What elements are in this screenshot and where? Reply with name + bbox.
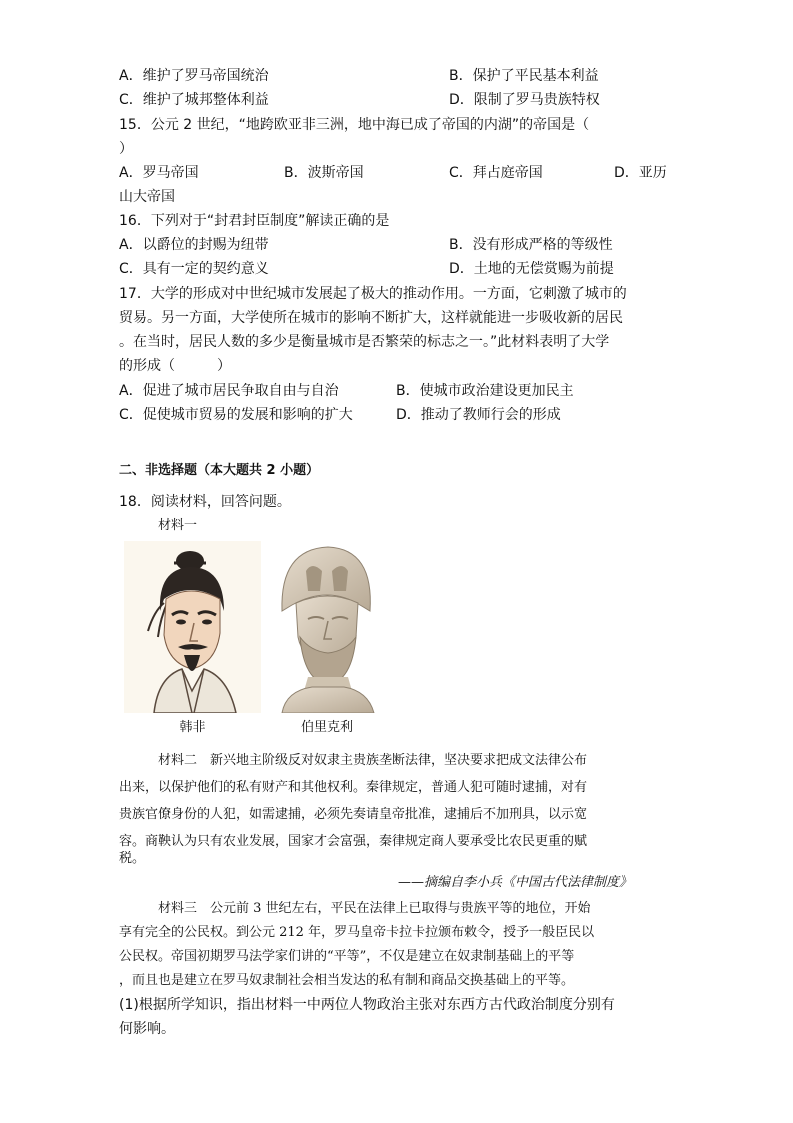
q14-option-b: B．保护了平民基本利益	[449, 68, 599, 84]
q15-option-c: C．拜占庭帝国	[449, 165, 543, 181]
section-title: 二、非选择题（本大题共 2 小题）	[119, 463, 320, 478]
q16-option-a: A．以爵位的封赐为纽带	[119, 237, 269, 253]
q16-option-b: B．没有形成严格的等级性	[449, 237, 613, 253]
pericles-bust	[262, 541, 392, 713]
q17-option-d: D．推动了教师行会的形成	[396, 407, 561, 423]
q15-option-a: A．罗马帝国	[119, 165, 199, 181]
material-2-line-3: 贵族官僚身份的人犯，如需逮捕，必须先奏请皇帝批准，逮捕后不加刑具，以示宽	[119, 807, 588, 822]
han-fei-drawing	[124, 541, 261, 713]
han-fei-portrait	[124, 541, 261, 713]
material-2-line-5: 税。	[119, 851, 146, 866]
material-2-line-1: 材料二 新兴地主阶级反对奴隶主贵族垄断法律，坚决要求把成文法律公布	[158, 753, 588, 768]
material-1-label: 材料一	[158, 518, 198, 533]
material-2-source: ——摘编自李小兵《中国古代法律制度》	[398, 875, 633, 890]
material-3-line-1: 材料三 公元前 3 世纪左右，平民在法律上已取得与贵族平等的地位，开始	[158, 901, 591, 916]
q14-option-d: D．限制了罗马贵族特权	[449, 92, 600, 108]
pericles-drawing	[262, 541, 392, 713]
q18-sub1-line-1: (1)根据所学知识，指出材料一中两位人物政治主张对东西方古代政治制度分别有	[119, 997, 615, 1013]
q17-stem-line-3: 。在当时，居民人数的多少是衡量城市是否繁荣的标志之一。”此材料表明了大学	[119, 334, 610, 350]
q16-stem: 16．下列对于“封君封臣制度”解读正确的是	[119, 213, 390, 229]
q17-stem-line-1: 17．大学的形成对中世纪城市发展起了极大的推动作用。一方面，它刺激了城市的	[119, 286, 627, 302]
q15-stem: 15．公元 2 世纪，“地跨欧亚非三洲，地中海已成了帝国的内湖”的帝国是（	[119, 117, 590, 133]
q14-option-c: C．维护了城邦整体利益	[119, 92, 269, 108]
q17-option-a: A．促进了城市居民争取自由与自治	[119, 383, 339, 399]
material-2-line-4: 容。商鞅认为只有农业发展，国家才会富强，秦律规定商人要承受比农民更重的赋	[119, 834, 588, 849]
q14-option-a: A．维护了罗马帝国统治	[119, 68, 269, 84]
material-3-line-3: 公民权。帝国初期罗马法学家们讲的“平等”，不仅是建立在奴隶制基础上的平等	[119, 949, 575, 964]
q17-stem-line-4: 的形成（ ）	[119, 358, 231, 374]
pericles-caption: 伯里克利	[300, 720, 353, 735]
material-3-line-2: 享有完全的公民权。到公元 212 年，罗马皇帝卡拉卡拉颁布敕令，授予一般臣民以	[119, 925, 595, 940]
q16-option-c: C．具有一定的契约意义	[119, 261, 269, 277]
material-2-line-2: 出来，以保护他们的私有财产和其他权利。秦律规定，普通人犯可随时逮捕，对有	[119, 780, 588, 795]
q17-option-c: C．促使城市贸易的发展和影响的扩大	[119, 407, 353, 423]
q17-stem-line-2: 贸易。另一方面，大学使所在城市的影响不断扩大，这样就能进一步吸收新的居民	[119, 310, 623, 326]
q15-stem-end: ）	[119, 141, 133, 157]
q18-sub1-line-2: 何影响。	[119, 1021, 175, 1037]
q15-option-d: D．亚历	[614, 165, 667, 181]
q18-stem: 18．阅读材料，回答问题。	[119, 494, 291, 510]
material-3-line-4: ，而且也是建立在罗马奴隶制社会相当发达的私有制和商品交换基础上的平等。	[119, 973, 575, 988]
q15-option-b: B．波斯帝国	[284, 165, 364, 181]
q17-option-b: B．使城市政治建设更加民主	[396, 383, 574, 399]
q15-option-d-wrap: 山大帝国	[119, 189, 175, 205]
han-fei-caption: 韩非	[179, 720, 206, 735]
q16-option-d: D．土地的无偿赏赐为前提	[449, 261, 614, 277]
